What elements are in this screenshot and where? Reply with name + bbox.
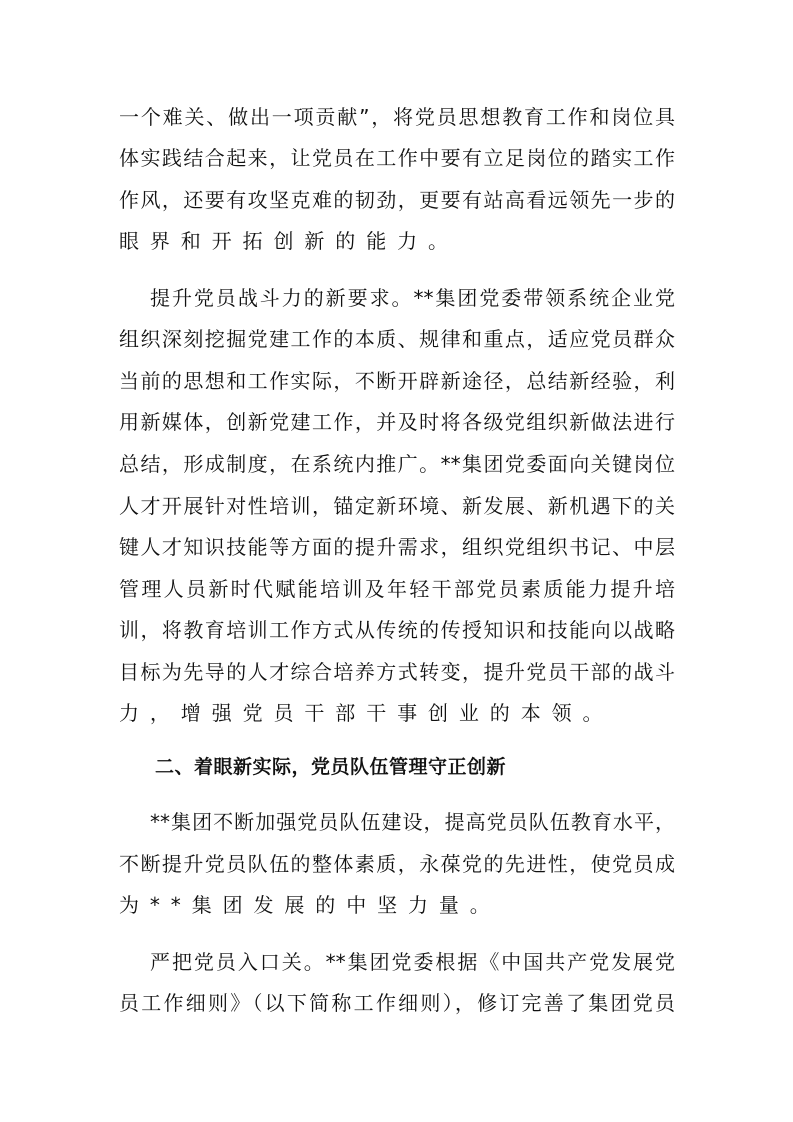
text-line: 眼界和开拓创新的能力。 [119, 229, 459, 253]
text-line: 目标为先导的人才综合培养方式转变，提升党员干部的战斗 [119, 660, 675, 684]
text-line: 总结，形成制度，在系统内推广。**集团党委面向关键岗位 [119, 452, 675, 476]
section-heading: 二、着眼新实际，党员队伍管理守正创新 [155, 756, 507, 778]
text-line: 员工作细则》（以下简称工作细则），修订完善了集团党员 [119, 991, 675, 1015]
text-line: 体实践结合起来，让党员在工作中要有立足岗位的踏实工作 [119, 146, 675, 170]
text-line: 为**集团发展的中坚力量。 [119, 893, 501, 917]
text-line: 不断提升党员队伍的整体素质，永葆党的先进性，使党员成 [119, 852, 675, 876]
text-line: 键人才知识技能等方面的提升需求，组织党组织书记、中层 [119, 535, 675, 559]
text-line: 管理人员新时代赋能培训及年轻干部党员素质能力提升培 [119, 577, 675, 601]
text-line: 严把党员入口关。**集团党委根据《中国共产党发展党 [150, 950, 675, 974]
text-line: 当前的思想和工作实际，不断开辟新途径，总结新经验，利 [119, 369, 675, 393]
text-line: 提升党员战斗力的新要求。**集团党委带领系统企业党 [150, 286, 675, 310]
text-line: 力，增强党员干部干事创业的本领。 [119, 701, 614, 725]
text-line: 人才开展针对性培训，锚定新环境、新发展、新机遇下的关 [119, 494, 675, 518]
text-line: 一个难关、做出一项贡献”，将党员思想教育工作和岗位具 [119, 105, 675, 129]
text-line: 组织深刻挖掘党建工作的本质、规律和重点，适应党员群众 [119, 327, 675, 351]
text-line: **集团不断加强党员队伍建设，提高党员队伍教育水平， [150, 810, 675, 834]
text-line: 训，将教育培训工作方式从传统的传授知识和技能向以战略 [119, 618, 675, 642]
text-line: 作风，还要有攻坚克难的韧劲，更要有站高看远领先一步的 [119, 188, 675, 212]
text-line: 用新媒体，创新党建工作，并及时将各级党组织新做法进行 [119, 410, 675, 434]
